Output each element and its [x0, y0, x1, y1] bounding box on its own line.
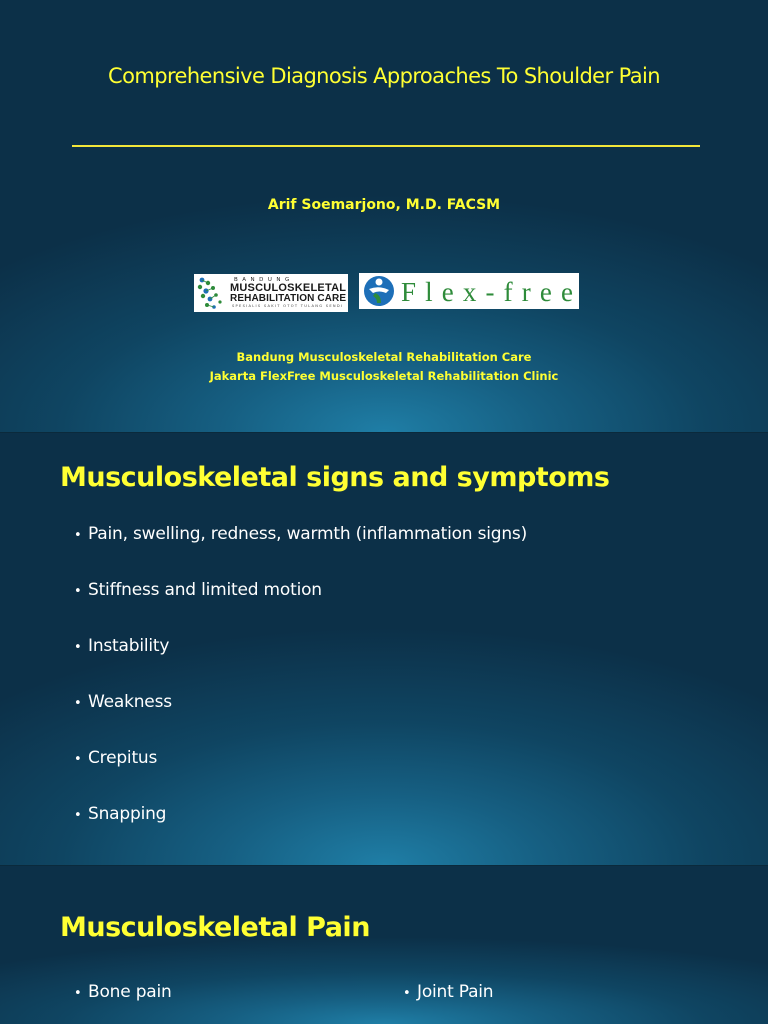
bmrc-logo-top: BANDUNG — [234, 277, 294, 283]
bullet-icon: • — [74, 584, 82, 599]
bmrc-logo-line2: REHABILITATION CARE — [230, 293, 346, 304]
slide-heading: Musculoskeletal Pain — [60, 912, 370, 943]
bmrc-logo-line1: MUSCULOSKELETAL — [230, 282, 346, 294]
bullet-icon: • — [74, 640, 82, 655]
author-name: Arif Soemarjono, M.D. FACSM — [267, 197, 501, 213]
flexfree-figure-icon — [359, 273, 579, 309]
organization-1: Bandung Musculoskeletal Rehabilitation Care — [236, 350, 532, 364]
flexfree-logo-text: Flex-free — [401, 277, 573, 307]
slide-title: Comprehensive Diagnosis Approaches To Shoulder Pain — [108, 64, 660, 88]
slide-heading: Musculoskeletal signs and symptoms — [60, 462, 610, 493]
bmrc-dots-icon — [194, 274, 348, 312]
signs-symptoms-slide — [0, 433, 768, 865]
list-item: • Joint Pain — [403, 982, 494, 1002]
list-item: • Snapping — [74, 801, 527, 857]
title-slide — [0, 0, 768, 432]
bullet-icon: • — [74, 986, 82, 1001]
bmrc-logo — [194, 274, 348, 312]
bullet-icon: • — [403, 986, 411, 1001]
symptom-list — [74, 521, 527, 857]
list-item: • Stiffness and limited motion — [74, 577, 527, 633]
list-item: • Pain, swelling, redness, warmth (inflammation signs) — [74, 521, 527, 577]
bullet-icon: • — [74, 808, 82, 823]
flexfree-logo — [359, 273, 579, 309]
bullet-icon: • — [74, 528, 82, 543]
musculoskeletal-pain-slide — [0, 866, 768, 1024]
title-divider — [72, 145, 700, 147]
list-item: • Instability — [74, 633, 527, 689]
bmrc-logo-tagline: SPESIALIS SAKIT OTOT TULANG SENDI — [232, 304, 342, 308]
list-item: • Bone pain — [74, 982, 172, 1002]
list-item: • Crepitus — [74, 745, 527, 801]
bullet-icon: • — [74, 696, 82, 711]
organization-2: Jakarta FlexFree Musculoskeletal Rehabilitation Clinic — [209, 369, 559, 383]
list-item: • Weakness — [74, 689, 527, 745]
bullet-icon: • — [74, 752, 82, 767]
